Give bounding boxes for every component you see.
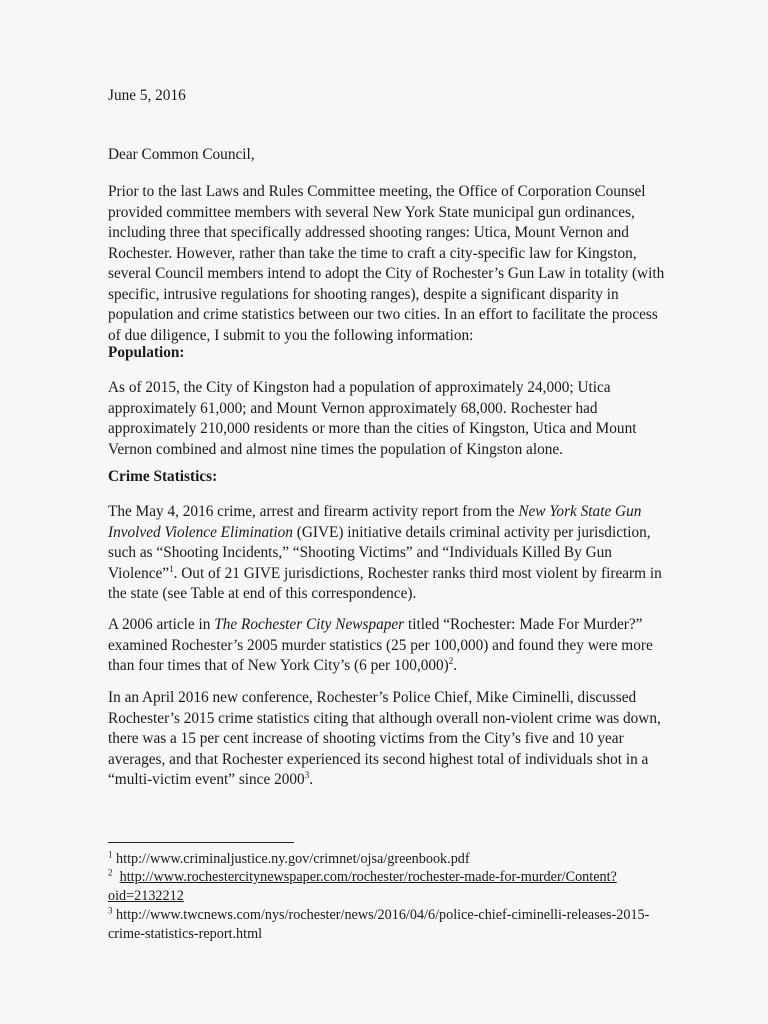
footnote-divider xyxy=(108,842,294,843)
footnote-1: $^1$ http://www.criminaljustice.ny.gov/crimnet/ojsa/greenbook.pdf xyxy=(108,849,470,867)
footnote-3: $^3$ http://www.twcnews.com/nys/rochester/news/2016/04/6/police-chief-ciminelli-releases-2015-crime-statistics-report.html xyxy=(108,905,650,942)
footnote-ref-3: 3 xyxy=(304,769,310,780)
intro-paragraph: Prior to the last Laws and Rules Committee meeting, the Office of Corporation Counsel provided committee members with several New York State municipal gun ordinances, including three that specifically addressed shooting ranges: Utica, Mount Vernon and Rochester. However, rather than take the time to craft a city-specific law for Kingston, several Council members intend to adopt the City of Rochester’s Gun Law in totality (with specific, intrusive regulations for shooting ranges), despite a significant disparity in population and crime statistics between our two cities. In an effort to facilitate the process of due diligence, I submit to you the following information: xyxy=(108,183,665,344)
population-heading: Population: xyxy=(108,344,185,361)
footnote-2-link[interactable]: http://www.rochestercitynewspaper.com/rochester/rochester-made-for-murder/Content?oid=2132212 xyxy=(108,869,617,904)
police-chief-paragraph: In an April 2016 new conference, Rochester’s Police Chief, Mike Ciminelli, discussed Rochester’s 2015 crime statistics citing that although overall non-violent crime was down, there was a 15 per cent increase of shooting victims from the City’s five and 10 year averages, and that Rochester experienced its second highest total of individuals shot in a “multi-victim event” since 2000$^3$. xyxy=(108,689,661,788)
footnote-ref-2: 2 xyxy=(448,655,454,666)
salutation: Dear Common Council, xyxy=(108,146,255,163)
newspaper-name: The Rochester City Newspaper xyxy=(214,616,405,633)
footnote-2: $^2$ http://www.rochestercitynewspaper.com/rochester/rochester-made-for-murder/Content?oid=2132212 xyxy=(108,867,617,904)
letter-date: June 5, 2016 xyxy=(108,87,186,104)
give-report-paragraph: The May 4, 2016 crime, arrest and firearm activity report from the New York State Gun Involved Violence Elimination (GIVE) initiative details criminal activity per jurisdiction, such as “Shooting Incidents,” “Shooting Victims” and “Individuals Killed By Gun Violence”$^1$. Out of 21 GIVE jurisdictions, Rochester ranks third most violent by firearm in the state (see Table at end of this correspondence). xyxy=(108,503,662,602)
give-initiative-name: New York State Gun Involved Violence Elimination xyxy=(108,503,642,541)
population-paragraph: As of 2015, the City of Kingston had a population of approximately 24,000; Utica approximately 61,000; and Mount Vernon approximately 68,000. Rochester had approximately 210,000 residents or more than the cities of Kingston, Utica and Mount Vernon combined and almost nine times the population of Kingston alone. xyxy=(108,379,637,458)
newspaper-paragraph: A 2006 article in The Rochester City Newspaper titled “Rochester: Made For Murder?” examined Rochester’s 2005 murder statistics (25 per 100,000) and found they were more than four times that of New York City’s (6 per 100,000)$^2$. xyxy=(108,616,653,674)
footnote-ref-1: 1 xyxy=(169,563,174,574)
crime-heading: Crime Statistics: xyxy=(108,468,218,485)
